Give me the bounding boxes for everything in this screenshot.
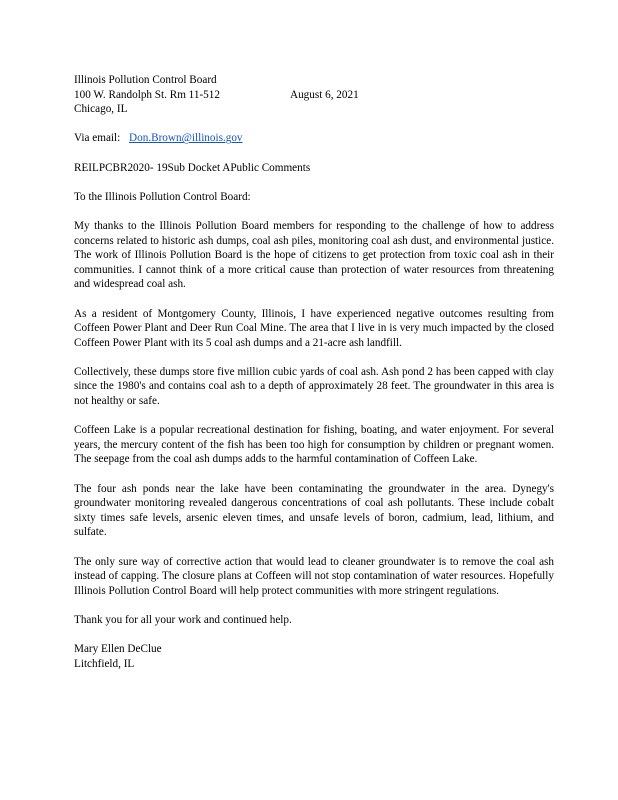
signer-name: Mary Ellen DeClue bbox=[74, 643, 162, 656]
paragraph-1: My thanks to the Illinois Pollution Board members for responding to the challenge of how to address concerns related to historic ash dumps, coal ash piles, monitoring coal ash dust, and environmental justice. The work of Illinois Pollution Board is the hope of citizens to get protection from toxic coal ash in their communities. I cannot think of a more critical cause than protection of water resources from threatening and widespread coal ash. bbox=[74, 219, 554, 291]
recipient-city: Chicago, IL bbox=[74, 103, 128, 116]
letter-header bbox=[74, 73, 554, 117]
letter-date: August 6, 2021 bbox=[290, 88, 359, 101]
paragraph-6: The only sure way of corrective action that would lead to cleaner groundwater is to remove the coal ash instead of capping. The closure plans at Coffeen will not stop contamination of water resources. Hopefully Illinois Pollution Control Board will help protect communities with more stringent regulations. bbox=[74, 555, 554, 597]
paragraph-4: Coffeen Lake is a popular recreational destination for fishing, boating, and water enjoyment. For several years, the mercury content of the fish has been too high for consumption by children or pregnant women. The seepage from the coal ash dumps adds to the harmful contamination of Coffeen Lake. bbox=[74, 424, 554, 466]
letter bbox=[74, 73, 554, 671]
paragraph-2: As a resident of Montgomery County, Illinois, I have experienced negative outcomes resulting from Coffeen Power Plant and Deer Run Coal Mine. The area that I live in is very much impacted by the closed Coffeen Power Plant with its 5 coal ash dumps and a 21-acre ash landfill. bbox=[74, 307, 554, 349]
recipient-address-line bbox=[74, 88, 554, 103]
recipient-address: 100 W. Randolph St. Rm 11-512 bbox=[74, 88, 220, 101]
email-link[interactable]: Don.Brown@illinois.gov bbox=[129, 132, 243, 145]
signer-city: Litchfield, IL bbox=[74, 657, 135, 670]
paragraph-5: The four ash ponds near the lake have been contaminating the groundwater in the area. Dynegy's groundwater monitoring revealed dangerous concentrations of coal ash pollutants. These include cobalt sixty times safe levels, arsenic eleven times, and unsafe levels of boron, cadmium, lead, lithium, and sulfate. bbox=[74, 482, 554, 539]
recipient-org: Illinois Pollution Control Board bbox=[74, 74, 217, 86]
signature-block bbox=[74, 642, 554, 671]
via-email-label: Via email: bbox=[74, 132, 121, 145]
salutation: To the Illinois Pollution Control Board: bbox=[74, 190, 251, 203]
closing: Thank you for all your work and continued help. bbox=[74, 613, 292, 626]
paragraph-3: Collectively, these dumps store five million cubic yards of coal ash. Ash pond 2 has been capped with clay since the 1980's and contains coal ash to a depth of approximately 28 feet. The groundwater in this area is not healthy or safe. bbox=[74, 365, 554, 408]
via-email-line bbox=[74, 131, 554, 146]
reference-line: REILPCBR2020- 19Sub Docket APublic Comments bbox=[74, 161, 311, 174]
